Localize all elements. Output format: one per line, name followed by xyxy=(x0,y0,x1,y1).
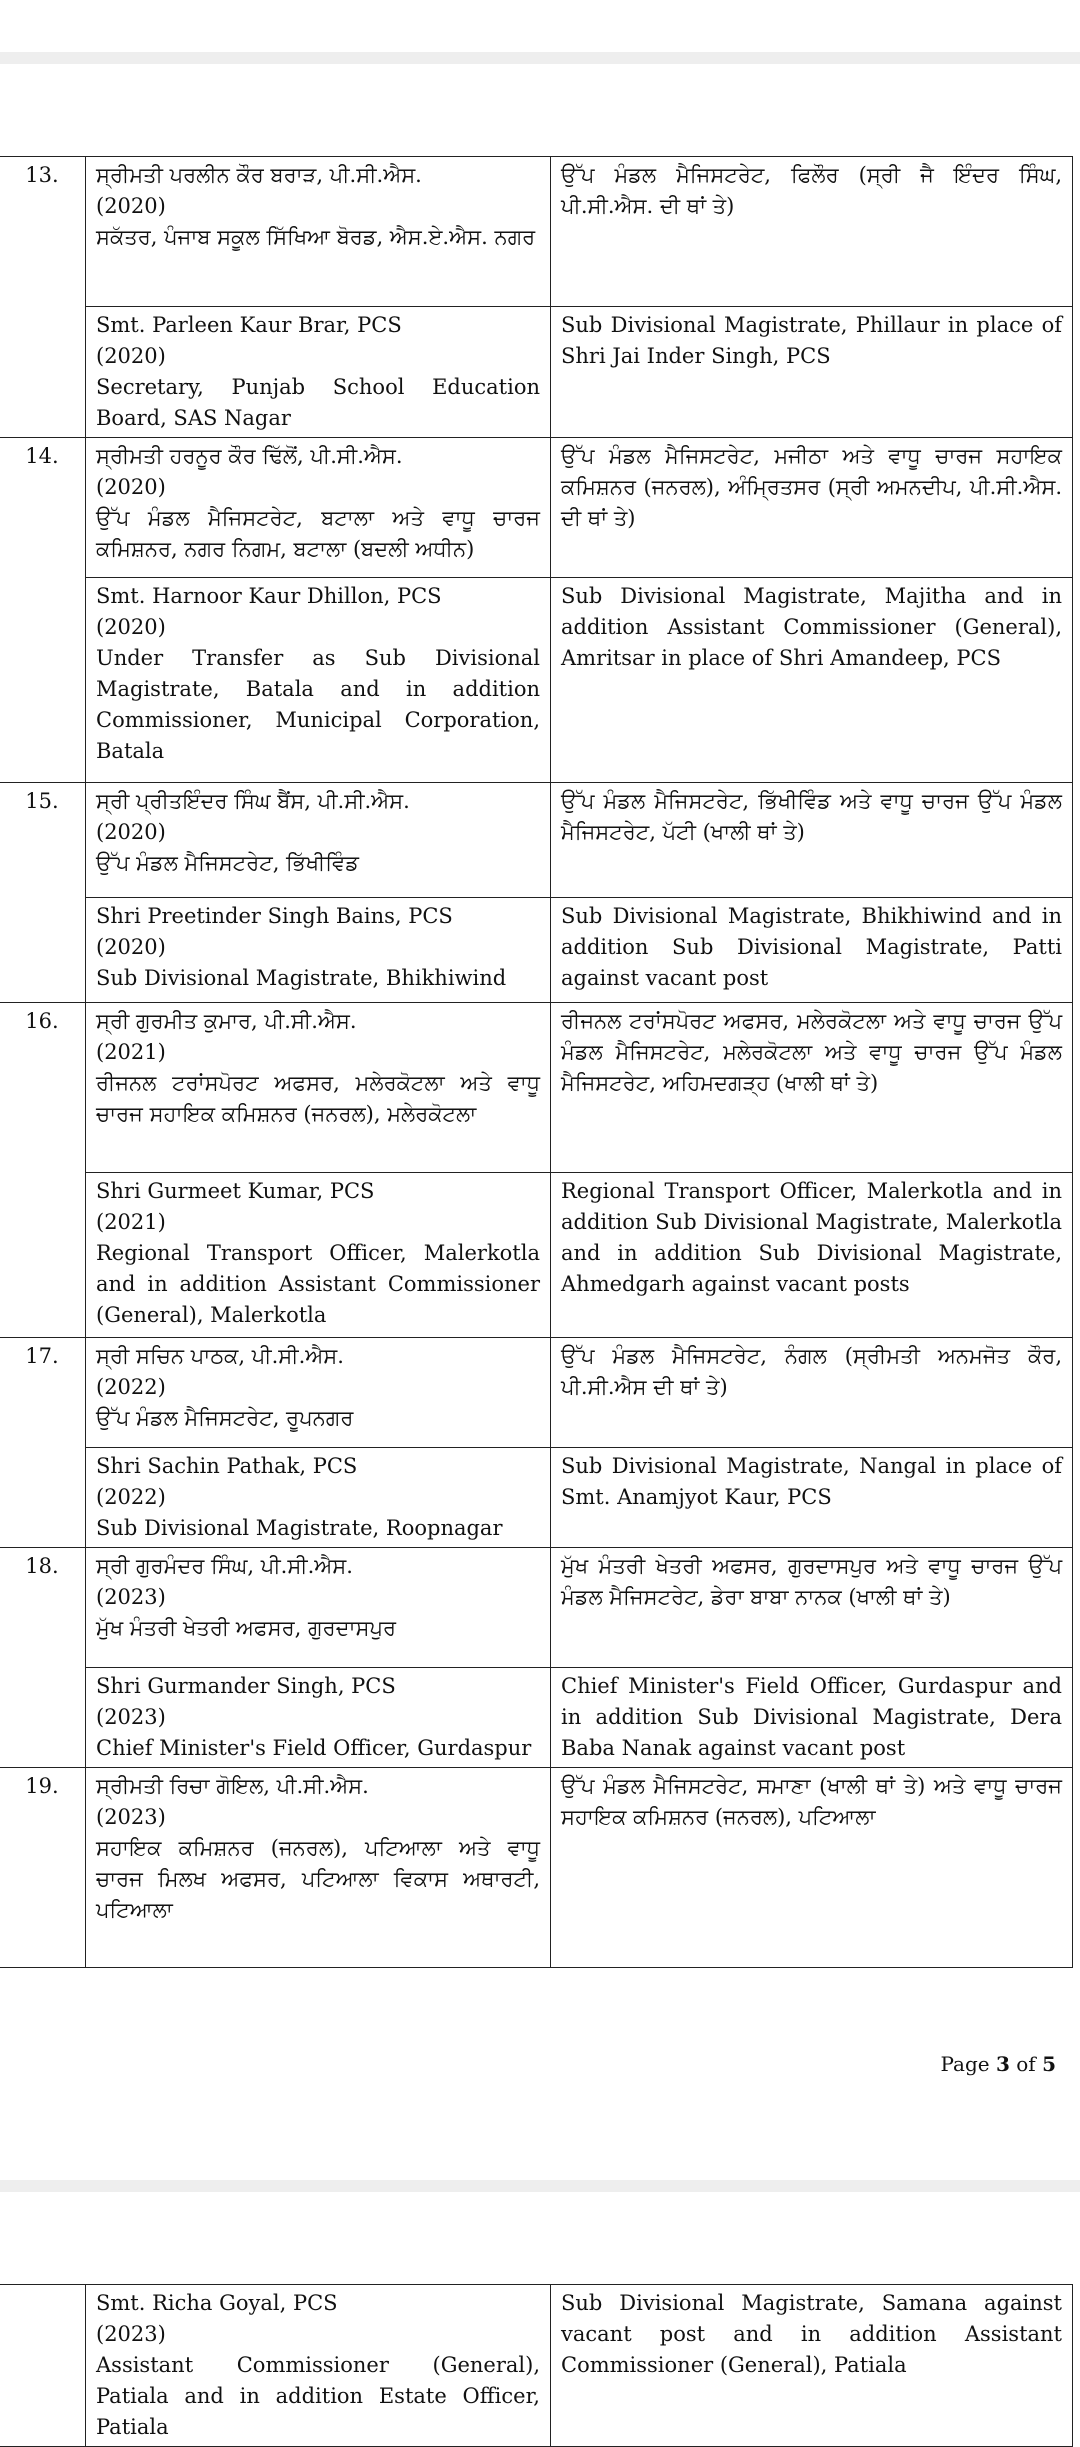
new-posting-cell-punjabi xyxy=(551,783,1073,898)
new-posting: Sub Divisional Magistrate, Samana against vacant post and in addition Assistant Commissioner (General), Patiala xyxy=(561,2291,1062,2377)
current-posting-punjabi: ਉੱਪ ਮੰਡਲ ਮੈਜਿਸਟਰੇਟ, ਰੂਪਨਗਰ xyxy=(96,1406,354,1430)
table-row-punjabi xyxy=(0,1338,1073,1448)
officer-batch-year: (2020) xyxy=(96,935,166,959)
table-row-punjabi xyxy=(0,157,1073,307)
officer-batch-year: (2020) xyxy=(96,344,166,368)
serial-number: 14. xyxy=(0,438,86,783)
table-row-english xyxy=(0,898,1073,1003)
new-posting-cell-punjabi xyxy=(551,157,1073,307)
new-posting: Sub Divisional Magistrate, Phillaur in place of Shri Jai Inder Singh, PCS xyxy=(561,313,1062,368)
officer-cell xyxy=(86,2285,551,2447)
new-posting-punjabi: ਉੱਪ ਮੰਡਲ ਮੈਜਿਸਟਰੇਟ, ਮਜੀਠਾ ਅਤੇ ਵਾਧੂ ਚਾਰਜ ਸਹਾਇਕ ਕਮਿਸ਼ਨਰ (ਜਨਰਲ), ਅੰਮ੍ਰਿਤਸਰ (ਸ੍ਰੀ ਅਮਨਦੀਪ, ਪੀ.ਸੀ.ਐਸ. ਦੀ ਥਾਂ ਤੇ) xyxy=(561,444,1062,530)
page-separator xyxy=(0,2180,1080,2192)
current-posting-punjabi: ਸਕੱਤਰ, ਪੰਜਾਬ ਸਕੂਲ ਸਿੱਖਿਆ ਬੋਰਡ, ਐਸ.ਏ.ਐਸ. ਨਗਰ xyxy=(96,225,536,249)
posting-table xyxy=(0,156,1073,1968)
officer-batch-year-punjabi: (2020) xyxy=(96,194,166,218)
new-posting-cell-english xyxy=(551,578,1073,783)
new-posting: Sub Divisional Magistrate, Bhikhiwind and in addition Sub Divisional Magistrate, Patti against vacant post xyxy=(561,904,1062,990)
table-row-punjabi xyxy=(0,1768,1073,1968)
new-posting-cell-punjabi xyxy=(551,1548,1073,1668)
new-posting-cell-punjabi xyxy=(551,1338,1073,1448)
current-posting-punjabi: ਉੱਪ ਮੰਡਲ ਮੈਜਿਸਟਰੇਟ, ਭਿੱਖੀਵਿੰਡ xyxy=(96,851,359,875)
officer-name: Shri Gurmeet Kumar, PCS xyxy=(96,1179,375,1203)
officer-batch-year: (2023) xyxy=(96,2322,166,2346)
officer-batch-year: (2023) xyxy=(96,1705,166,1729)
current-posting-punjabi: ਸਹਾਇਕ ਕਮਿਸ਼ਨਰ (ਜਨਰਲ), ਪਟਿਆਲਾ ਅਤੇ ਵਾਧੂ ਚਾਰਜ ਮਿਲਖ ਅਫਸਰ, ਪਟਿਆਲਾ ਵਿਕਾਸ ਅਥਾਰਟੀ, ਪਟਿਆਲਾ xyxy=(96,1836,540,1922)
new-posting-cell-punjabi xyxy=(551,1003,1073,1173)
current-posting: Sub Divisional Magistrate, Bhikhiwind xyxy=(96,966,507,990)
officer-cell-punjabi xyxy=(86,1768,551,1968)
table-row-punjabi xyxy=(0,783,1073,898)
current-posting: Sub Divisional Magistrate, Roopnagar xyxy=(96,1516,503,1540)
officer-cell-english xyxy=(86,307,551,438)
new-posting-punjabi: ਉੱਪ ਮੰਡਲ ਮੈਜਿਸਟਰੇਟ, ਭਿੱਖੀਵਿੰਡ ਅਤੇ ਵਾਧੂ ਚਾਰਜ ਉੱਪ ਮੰਡਲ ਮੈਜਿਸਟਰੇਟ, ਪੱਟੀ (ਖਾਲੀ ਥਾਂ ਤੇ) xyxy=(561,789,1062,844)
current-posting: Under Transfer as Sub Divisional Magistrate, Batala and in addition Commissioner, Municipal Corporation, Batala xyxy=(96,646,540,763)
current-posting-punjabi: ਰੀਜਨਲ ਟਰਾਂਸਪੋਰਟ ਅਫਸਰ, ਮਲੇਰਕੋਟਲਾ ਅਤੇ ਵਾਧੂ ਚਾਰਜ ਸਹਾਇਕ ਕਮਿਸ਼ਨਰ (ਜਨਰਲ), ਮਲੇਰਕੋਟਲਾ xyxy=(96,1071,540,1126)
new-posting: Sub Divisional Magistrate, Majitha and in addition Assistant Commissioner (General), Amritsar in place of Shri Amandeep, PCS xyxy=(561,584,1062,670)
officer-name-punjabi: ਸ੍ਰੀ ਗੁਰਮੀਤ ਕੁਮਾਰ, ਪੀ.ਸੀ.ਐਸ. xyxy=(96,1009,357,1033)
officer-cell-punjabi xyxy=(86,783,551,898)
officer-name-punjabi: ਸ੍ਰੀਮਤੀ ਰਿਚਾ ਗੋਇਲ, ਪੀ.ਸੀ.ਐਸ. xyxy=(96,1774,369,1798)
page-separator-top xyxy=(0,52,1080,64)
officer-name-punjabi: ਸ੍ਰੀਮਤੀ ਪਰਲੀਨ ਕੌਰ ਬਰਾੜ, ਪੀ.ਸੀ.ਐਸ. xyxy=(96,163,422,187)
officer-batch-year-punjabi: (2023) xyxy=(96,1805,166,1829)
table-row-english xyxy=(0,578,1073,783)
serial-number: 16. xyxy=(0,1003,86,1338)
current-posting-punjabi: ਮੁੱਖ ਮੰਤਰੀ ਖੇਤਰੀ ਅਫਸਰ, ਗੁਰਦਾਸਪੁਰ xyxy=(96,1616,397,1640)
current-posting: Chief Minister's Field Officer, Gurdaspur xyxy=(96,1736,532,1760)
serial-number-cell xyxy=(0,2285,86,2447)
table-row-punjabi xyxy=(0,438,1073,578)
new-posting-punjabi: ਉੱਪ ਮੰਡਲ ਮੈਜਿਸਟਰੇਟ, ਨੰਗਲ (ਸ੍ਰੀਮਤੀ ਅਨਮਜੋਤ ਕੌਰ, ਪੀ.ਸੀ.ਐਸ ਦੀ ਥਾਂ ਤੇ) xyxy=(561,1344,1062,1399)
serial-number: 13. xyxy=(0,157,86,438)
table-row-punjabi xyxy=(0,1548,1073,1668)
officer-batch-year: (2020) xyxy=(96,615,166,639)
officer-batch-year-punjabi: (2021) xyxy=(96,1040,166,1064)
officer-name: Shri Preetinder Singh Bains, PCS xyxy=(96,904,453,928)
current-posting: Assistant Commissioner (General), Patiala and in addition Estate Officer, Patiala xyxy=(96,2353,540,2439)
new-posting: Sub Divisional Magistrate, Nangal in place of Smt. Anamjyot Kaur, PCS xyxy=(561,1454,1062,1509)
officer-cell-punjabi xyxy=(86,1003,551,1173)
officer-cell-punjabi xyxy=(86,438,551,578)
officer-batch-year: (2021) xyxy=(96,1210,166,1234)
new-posting-punjabi: ਮੁੱਖ ਮੰਤਰੀ ਖੇਤਰੀ ਅਫਸਰ, ਗੁਰਦਾਸਪੁਰ ਅਤੇ ਵਾਧੂ ਚਾਰਜ ਉੱਪ ਮੰਡਲ ਮੈਜਿਸਟਰੇਟ, ਡੇਰਾ ਬਾਬਾ ਨਾਨਕ (ਖਾਲੀ ਥਾਂ ਤੇ) xyxy=(561,1554,1062,1609)
officer-batch-year-punjabi: (2020) xyxy=(96,475,166,499)
new-posting-punjabi: ਰੀਜਨਲ ਟਰਾਂਸਪੋਰਟ ਅਫਸਰ, ਮਲੇਰਕੋਟਲਾ ਅਤੇ ਵਾਧੂ ਚਾਰਜ ਉੱਪ ਮੰਡਲ ਮੈਜਿਸਟਰੇਟ, ਮਲੇਰਕੋਟਲਾ ਅਤੇ ਵਾਧੂ ਚਾਰਜ ਉੱਪ ਮੰਡਲ ਮੈਜਿਸਟਰੇਟ, ਅਹਿਮਦਗੜ੍ਹ (ਖਾਲੀ ਥਾਂ ਤੇ) xyxy=(561,1009,1062,1095)
serial-number: 17. xyxy=(0,1338,86,1548)
table-row-english xyxy=(0,1173,1073,1338)
new-posting: Regional Transport Officer, Malerkotla and in addition Sub Divisional Magistrate, Malerkotla and in addition Sub Divisional Magistrate, Ahmedgarh against vacant posts xyxy=(561,1179,1062,1296)
serial-number: 18. xyxy=(0,1548,86,1768)
current-posting: Regional Transport Officer, Malerkotla and in addition Assistant Commissioner (General), Malerkotla xyxy=(96,1241,540,1327)
page-number: Page 3 of 5 xyxy=(940,2052,1056,2076)
officer-name-punjabi: ਸ੍ਰੀ ਸਚਿਨ ਪਾਠਕ, ਪੀ.ਸੀ.ਐਸ. xyxy=(96,1344,344,1368)
table-row-punjabi xyxy=(0,1003,1073,1173)
officer-name: Smt. Parleen Kaur Brar, PCS xyxy=(96,313,402,337)
officer-cell-english xyxy=(86,1668,551,1768)
new-posting-cell-punjabi xyxy=(551,438,1073,578)
officer-cell-punjabi xyxy=(86,157,551,307)
new-posting-punjabi: ਉੱਪ ਮੰਡਲ ਮੈਜਿਸਟਰੇਟ, ਸਮਾਣਾ (ਖਾਲੀ ਥਾਂ ਤੇ) ਅਤੇ ਵਾਧੂ ਚਾਰਜ ਸਹਾਇਕ ਕਮਿਸ਼ਨਰ (ਜਨਰਲ), ਪਟਿਆਲਾ xyxy=(561,1774,1062,1829)
officer-batch-year-punjabi: (2023) xyxy=(96,1585,166,1609)
new-posting-cell-english xyxy=(551,898,1073,1003)
new-posting: Chief Minister's Field Officer, Gurdaspur and in addition Sub Divisional Magistrate, Dera Baba Nanak against vacant post xyxy=(561,1674,1062,1760)
serial-number: 15. xyxy=(0,783,86,1003)
new-posting-punjabi: ਉੱਪ ਮੰਡਲ ਮੈਜਿਸਟਰੇਟ, ਫਿਲੌਰ (ਸ੍ਰੀ ਜੈ ਇੰਦਰ ਸਿੰਘ, ਪੀ.ਸੀ.ਐਸ. ਦੀ ਥਾਂ ਤੇ) xyxy=(561,163,1062,218)
table-row-english xyxy=(0,1448,1073,1548)
officer-name: Smt. Harnoor Kaur Dhillon, PCS xyxy=(96,584,442,608)
officer-cell-english xyxy=(86,1173,551,1338)
new-posting-cell-english xyxy=(551,1173,1073,1338)
officer-cell-english xyxy=(86,898,551,1003)
new-posting-cell-english xyxy=(551,307,1073,438)
officer-batch-year-punjabi: (2020) xyxy=(96,820,166,844)
current-posting: Secretary, Punjab School Education Board, SAS Nagar xyxy=(96,375,540,430)
officer-cell-english xyxy=(86,1448,551,1548)
officer-cell-punjabi xyxy=(86,1548,551,1668)
table-row-english xyxy=(0,2285,1073,2447)
officer-name-punjabi: ਸ੍ਰੀਮਤੀ ਹਰਨੂਰ ਕੌਰ ਢਿੱਲੋਂ, ਪੀ.ਸੀ.ਐਸ. xyxy=(96,444,403,468)
posting-table-continued xyxy=(0,2284,1073,2447)
serial-number: 19. xyxy=(0,1768,86,1968)
table-row-english xyxy=(0,1668,1073,1768)
new-posting-cell-punjabi xyxy=(551,1768,1073,1968)
officer-name-punjabi: ਸ੍ਰੀ ਗੁਰਮੰਦਰ ਸਿੰਘ, ਪੀ.ਸੀ.ਐਸ. xyxy=(96,1554,353,1578)
table-row-english xyxy=(0,307,1073,438)
officer-cell-english xyxy=(86,578,551,783)
new-posting-cell-english xyxy=(551,1448,1073,1548)
officer-name: Shri Sachin Pathak, PCS xyxy=(96,1454,358,1478)
officer-name: Shri Gurmander Singh, PCS xyxy=(96,1674,396,1698)
current-posting-punjabi: ਉੱਪ ਮੰਡਲ ਮੈਜਿਸਟਰੇਟ, ਬਟਾਲਾ ਅਤੇ ਵਾਧੂ ਚਾਰਜ ਕਮਿਸ਼ਨਰ, ਨਗਰ ਨਿਗਮ, ਬਟਾਲਾ (ਬਦਲੀ ਅਧੀਨ) xyxy=(96,506,540,561)
officer-batch-year: (2022) xyxy=(96,1485,166,1509)
new-posting-cell-english xyxy=(551,1668,1073,1768)
new-posting-cell xyxy=(551,2285,1073,2447)
officer-name: Smt. Richa Goyal, PCS xyxy=(96,2291,338,2315)
officer-batch-year-punjabi: (2022) xyxy=(96,1375,166,1399)
officer-cell-punjabi xyxy=(86,1338,551,1448)
officer-name-punjabi: ਸ੍ਰੀ ਪ੍ਰੀਤਇੰਦਰ ਸਿੰਘ ਬੈਂਸ, ਪੀ.ਸੀ.ਐਸ. xyxy=(96,789,410,813)
